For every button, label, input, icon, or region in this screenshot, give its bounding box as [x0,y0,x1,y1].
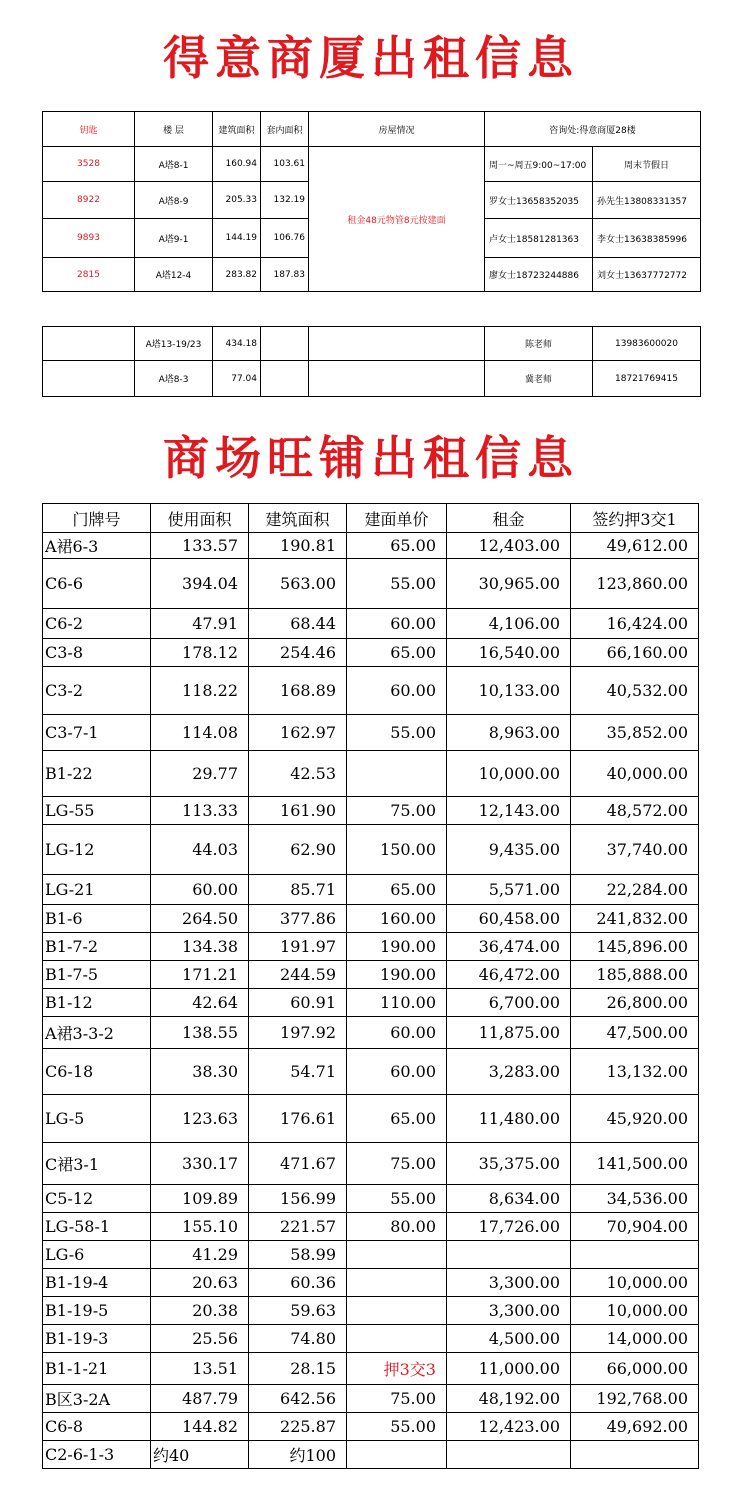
shop-row [43,751,699,797]
office-contact-name: 陈老师 [485,327,593,361]
shop-cell: 190.81 [249,533,347,559]
office-rental-table-2 [42,326,701,397]
shop-cell: 10,000.00 [447,751,571,797]
shop-cell: 150.00 [347,825,447,875]
shop-cell: 161.90 [249,797,347,825]
shop-cell: 66,160.00 [571,639,699,667]
shop-cell: 42.64 [151,989,249,1017]
shop-cell [347,751,447,797]
shop-unit-number: B1-1-21 [43,1353,151,1385]
shop-cell: 377.86 [249,905,347,933]
shop-cell: 123.63 [151,1095,249,1143]
shop-cell: 241,832.00 [571,905,699,933]
shop-cell: 14,000.00 [571,1325,699,1353]
shop-unit-number: B1-7-5 [43,961,151,989]
empty-cell [309,327,485,361]
shop-unit-number: C6-8 [43,1413,151,1441]
office-contact-2: 李女士13638385996 [593,219,701,258]
shop-cell: 85.71 [249,875,347,905]
shop-row [43,875,699,905]
shop-cell: 17,726.00 [447,1213,571,1241]
empty-cell [309,361,485,397]
shop-cell: 113.33 [151,797,249,825]
shop-row [43,933,699,961]
shop-cell: 35,375.00 [447,1143,571,1185]
shop-cell: 60.91 [249,989,347,1017]
shop-cell: 22,284.00 [571,875,699,905]
shop-cell: 191.97 [249,933,347,961]
office-key: 9893 [43,219,135,258]
shop-cell: 约40 [151,1441,249,1469]
shop-cell: 65.00 [347,533,447,559]
shop-cell: 254.46 [249,639,347,667]
shop-cell: 471.67 [249,1143,347,1185]
shop-row [43,1095,699,1143]
office-contact-phone: 13983600020 [593,327,701,361]
empty-cell [43,327,135,361]
header-floor: 楼 层 [135,112,213,147]
shop-row [43,1297,699,1325]
shop-cell [447,1241,571,1269]
shop-row [43,1185,699,1213]
shop-unit-number: B1-19-3 [43,1325,151,1353]
shop-cell: 55.00 [347,715,447,751]
shop-cell: 11,875.00 [447,1017,571,1049]
office-contact-1: 卢女士18581281363 [485,219,593,258]
shop-cell: 10,000.00 [571,1297,699,1325]
shop-cell: 60.00 [151,875,249,905]
shop-cell: 3,300.00 [447,1269,571,1297]
shop-row [43,1413,699,1441]
shop-unit-number: C3-2 [43,667,151,715]
shop-cell [571,1441,699,1469]
shop-cell: 75.00 [347,797,447,825]
office-build-area: 283.82 [213,258,261,292]
shop-header-cell: 签约押3交1 [571,504,699,533]
shop-unit-number: B1-19-5 [43,1297,151,1325]
shop-cell: 4,500.00 [447,1325,571,1353]
shop-cell: 12,403.00 [447,533,571,559]
shop-cell: 642.56 [249,1385,347,1413]
shop-cell: 47.91 [151,609,249,639]
shop-cell [347,1297,447,1325]
shop-cell: 8,634.00 [447,1185,571,1213]
shop-cell: 13,132.00 [571,1049,699,1095]
header-build-area: 建筑面积 [213,112,261,147]
office-build-area: 434.18 [213,327,261,361]
shop-row [43,1269,699,1297]
shop-cell: 44.03 [151,825,249,875]
shop-cell: 8,963.00 [447,715,571,751]
shop-cell: 162.97 [249,715,347,751]
office-inner-area: 106.76 [261,219,309,258]
shop-row [43,715,699,751]
shop-cell: 49,692.00 [571,1413,699,1441]
shop-header-cell: 建筑面积 [249,504,347,533]
shop-row [43,1143,699,1185]
shop-cell: 40,532.00 [571,667,699,715]
office-contact-1: 罗女士13658352035 [485,182,593,219]
shop-cell: 42.53 [249,751,347,797]
shop-cell: 60,458.00 [447,905,571,933]
shop-header-cell: 门牌号 [43,504,151,533]
shop-cell: 144.82 [151,1413,249,1441]
shop-cell: 68.44 [249,609,347,639]
office-build-area: 77.04 [213,361,261,397]
shop-cell: 10,000.00 [571,1269,699,1297]
office-contact-name: 冀老师 [485,361,593,397]
shop-cell: 3,300.00 [447,1297,571,1325]
shop-row [43,559,699,609]
shop-cell: 65.00 [347,875,447,905]
shop-cell: 66,000.00 [571,1353,699,1385]
shop-cell: 563.00 [249,559,347,609]
shop-cell: 176.61 [249,1095,347,1143]
shop-cell: 11,480.00 [447,1095,571,1143]
shop-row [43,1353,699,1385]
office-inner-area: 132.19 [261,182,309,219]
shop-cell: 11,000.00 [447,1353,571,1385]
office-contact-2: 刘女士13637772772 [593,258,701,292]
header-contact: 咨询处:得意商厦28楼 [485,112,701,147]
office-floor: A塔8-3 [135,361,213,397]
office-inner-area: 187.83 [261,258,309,292]
shop-cell: 171.21 [151,961,249,989]
shop-cell: 123,860.00 [571,559,699,609]
shop-cell: 60.00 [347,1049,447,1095]
shop-cell: 55.00 [347,1413,447,1441]
shop-unit-number: C6-2 [43,609,151,639]
shop-row [43,639,699,667]
page-title-shops: 商场旺铺出租信息 [163,431,579,485]
shop-cell: 55.00 [347,1185,447,1213]
shop-header-cell: 建面单价 [347,504,447,533]
shop-cell: 47,500.00 [571,1017,699,1049]
shop-cell: 190.00 [347,961,447,989]
shop-unit-number: B1-7-2 [43,933,151,961]
shop-unit-number: B区3-2A [43,1385,151,1413]
shop-row [43,1241,699,1269]
shop-row [43,905,699,933]
shop-cell: 58.99 [249,1241,347,1269]
shop-unit-number: LG-5 [43,1095,151,1143]
shop-row [43,1017,699,1049]
shop-cell: 133.57 [151,533,249,559]
shop-cell: 20.38 [151,1297,249,1325]
office-floor: A塔9-1 [135,219,213,258]
shop-cell: 155.10 [151,1213,249,1241]
shop-cell: 37,740.00 [571,825,699,875]
shop-unit-number: C6-6 [43,559,151,609]
header-condition: 房屋情况 [309,112,485,147]
shop-cell: 60.36 [249,1269,347,1297]
office-floor: A塔8-1 [135,147,213,182]
office-inner-area: 103.61 [261,147,309,182]
shop-cell: 28.15 [249,1353,347,1385]
shop-cell: 48,572.00 [571,797,699,825]
shop-cell: 487.79 [151,1385,249,1413]
office-contact-2: 孙先生13808331357 [593,182,701,219]
shop-cell: 60.00 [347,1017,447,1049]
shop-row [43,961,699,989]
page-title-office: 得意商厦出租信息 [163,31,579,85]
shop-cell: 74.80 [249,1325,347,1353]
office-build-area: 205.33 [213,182,261,219]
office-floor: A塔8-9 [135,182,213,219]
shop-unit-number: A裙3-3-2 [43,1017,151,1049]
empty-cell [43,361,135,397]
office-rental-table [42,111,701,292]
shop-cell: 60.00 [347,609,447,639]
shop-cell: 41.29 [151,1241,249,1269]
office-condition: 租金48元物管8元按建面 [309,147,485,292]
shop-row [43,989,699,1017]
shop-cell [347,1269,447,1297]
shop-cell: 25.56 [151,1325,249,1353]
shop-cell: 138.55 [151,1017,249,1049]
shop-cell: 34,536.00 [571,1185,699,1213]
shop-cell: 49,612.00 [571,533,699,559]
shop-cell: 244.59 [249,961,347,989]
shop-cell: 114.08 [151,715,249,751]
shop-row [43,1049,699,1095]
office-floor: A塔13-19/23 [135,327,213,361]
shop-row [43,533,699,559]
shop-cell: 35,852.00 [571,715,699,751]
shop-cell: 48,192.00 [447,1385,571,1413]
shop-cell: 190.00 [347,933,447,961]
shop-cell: 192,768.00 [571,1385,699,1413]
shop-cell: 80.00 [347,1213,447,1241]
shop-cell: 330.17 [151,1143,249,1185]
shop-cell [571,1241,699,1269]
shop-unit-number: C裙3-1 [43,1143,151,1185]
shop-cell: 394.04 [151,559,249,609]
shop-unit-number: B1-12 [43,989,151,1017]
shop-cell: 221.57 [249,1213,347,1241]
shop-unit-number: LG-55 [43,797,151,825]
shop-cell: 70,904.00 [571,1213,699,1241]
shop-cell: 264.50 [151,905,249,933]
shop-row [43,1325,699,1353]
office-floor: A塔12-4 [135,258,213,292]
shop-unit-number: C3-7-1 [43,715,151,751]
shop-unit-number: C5-12 [43,1185,151,1213]
shop-unit-number: B1-19-4 [43,1269,151,1297]
shop-cell: 46,472.00 [447,961,571,989]
shop-unit-number: A裙6-3 [43,533,151,559]
shop-row [43,1441,699,1469]
shop-cell: 3,283.00 [447,1049,571,1095]
office-contact-1: 周一~周五9:00~17:00 [485,147,593,182]
shop-unit-number: C3-8 [43,639,151,667]
shop-cell: 9,435.00 [447,825,571,875]
shop-cell: 12,423.00 [447,1413,571,1441]
shop-cell: 185,888.00 [571,961,699,989]
shop-cell: 178.12 [151,639,249,667]
shop-unit-number: B1-6 [43,905,151,933]
shop-cell [447,1441,571,1469]
shop-cell: 60.00 [347,667,447,715]
shop-cell: 押3交3 [347,1353,447,1385]
shop-header-cell: 使用面积 [151,504,249,533]
empty-cell [261,327,309,361]
shop-cell: 145,896.00 [571,933,699,961]
shop-cell: 110.00 [347,989,447,1017]
shop-cell: 13.51 [151,1353,249,1385]
shop-cell: 38.30 [151,1049,249,1095]
shop-unit-number: C2-6-1-3 [43,1441,151,1469]
shop-unit-number: C6-18 [43,1049,151,1095]
office-contact-phone: 18721769415 [593,361,701,397]
shop-cell: 141,500.00 [571,1143,699,1185]
shop-header-cell: 租金 [447,504,571,533]
shop-row [43,825,699,875]
empty-cell [261,361,309,397]
shop-cell: 62.90 [249,825,347,875]
shop-cell: 16,424.00 [571,609,699,639]
shop-cell: 65.00 [347,639,447,667]
shop-cell: 36,474.00 [447,933,571,961]
shop-cell: 40,000.00 [571,751,699,797]
shop-cell: 160.00 [347,905,447,933]
shop-header-row [43,504,699,533]
shop-unit-number: LG-58-1 [43,1213,151,1241]
shop-cell: 156.99 [249,1185,347,1213]
shop-unit-number: LG-6 [43,1241,151,1269]
shop-row [43,1385,699,1413]
shop-cell: 55.00 [347,559,447,609]
shop-cell: 20.63 [151,1269,249,1297]
shop-cell: 65.00 [347,1095,447,1143]
shop-cell: 75.00 [347,1143,447,1185]
shop-cell: 26,800.00 [571,989,699,1017]
shop-cell [347,1441,447,1469]
shop-cell: 4,106.00 [447,609,571,639]
office-build-area: 160.94 [213,147,261,182]
office-build-area: 144.19 [213,219,261,258]
shop-unit-number: LG-12 [43,825,151,875]
shop-unit-number: B1-22 [43,751,151,797]
office-contact-2: 周末节假日 [593,147,701,182]
shop-cell: 197.92 [249,1017,347,1049]
shop-cell: 134.38 [151,933,249,961]
shop-cell: 5,571.00 [447,875,571,905]
office-contact-1: 廖女士18723244886 [485,258,593,292]
shop-cell: 75.00 [347,1385,447,1413]
shop-cell: 约100 [249,1441,347,1469]
office-key: 2815 [43,258,135,292]
shop-cell: 12,143.00 [447,797,571,825]
shop-cell: 29.77 [151,751,249,797]
shop-cell: 10,133.00 [447,667,571,715]
shop-cell: 118.22 [151,667,249,715]
shop-cell [347,1241,447,1269]
office-key: 8922 [43,182,135,219]
shop-row [43,667,699,715]
office-key: 3528 [43,147,135,182]
shop-cell: 6,700.00 [447,989,571,1017]
shop-cell: 54.71 [249,1049,347,1095]
header-inner-area: 套内面积 [261,112,309,147]
shop-cell: 30,965.00 [447,559,571,609]
shop-cell: 168.89 [249,667,347,715]
shop-row [43,609,699,639]
shop-cell: 16,540.00 [447,639,571,667]
shop-row [43,797,699,825]
shop-cell: 225.87 [249,1413,347,1441]
shop-rental-table [42,503,699,1469]
shop-row [43,1213,699,1241]
shop-unit-number: LG-21 [43,875,151,905]
shop-cell: 59.63 [249,1297,347,1325]
shop-cell [347,1325,447,1353]
shop-cell: 45,920.00 [571,1095,699,1143]
header-key: 钥匙 [43,112,135,147]
shop-cell: 109.89 [151,1185,249,1213]
